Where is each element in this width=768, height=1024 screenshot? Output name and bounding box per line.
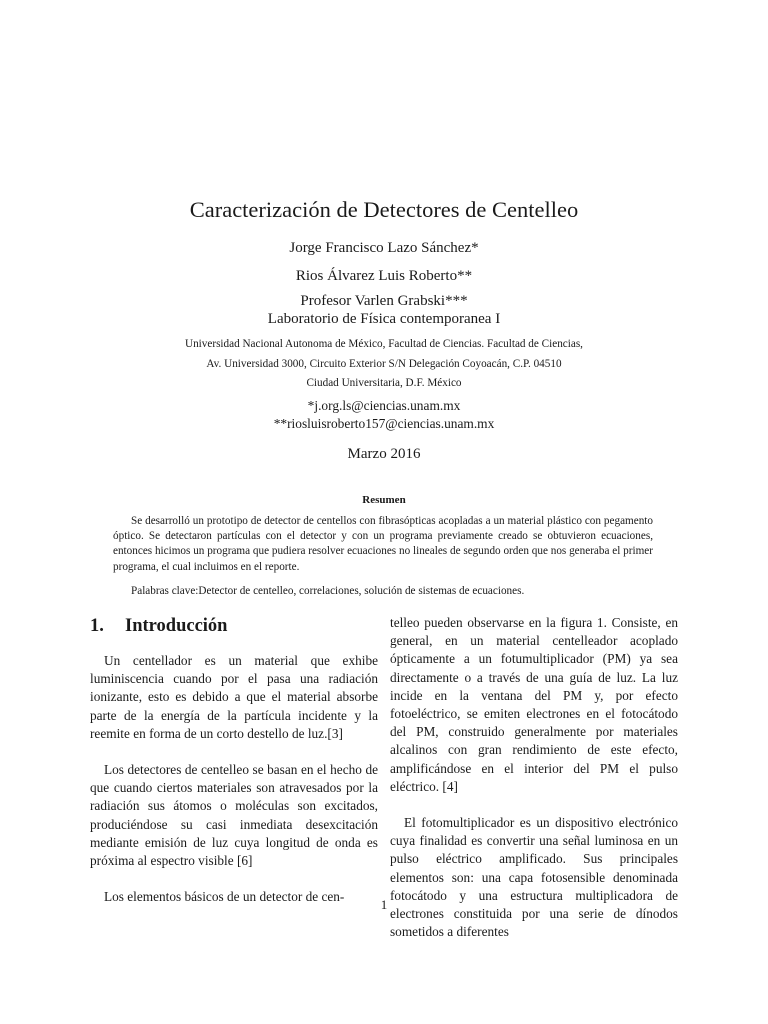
paragraph: telleo pueden observarse en la figura 1. Consiste, en general, en un material centelleador acoplado ópticamente a un fotumultiplicador (PM) ya sea directamente o a través de una guía de luz. La luz incide en la ventana del PM y, por efecto fotoeléctrico, se emiten electrones en el fotocátodo del PM, construido generalmente por materiales alcalinos con gran rendimiento de este efecto, amplificándose en el interior del PM el pulso eléctrico. [4]: [390, 615, 678, 794]
keywords: Palabras clave:Detector de centelleo, correlaciones, solución de sistemas de ecuaciones.: [131, 585, 525, 597]
affiliation-line: Av. Universidad 3000, Circuito Exterior S/N Delegación Coyoacán, C.P. 04510: [206, 357, 562, 370]
section-title: Introducción: [125, 616, 228, 636]
email-1: *j.org.ls@ciencias.unam.mx: [307, 398, 461, 413]
right-column: [390, 614, 678, 941]
page-number: 1: [380, 897, 388, 912]
paper-title: Caracterización de Detectores de Centelleo: [189, 197, 579, 222]
paragraph: Los elementos básicos de un detector de cen-: [104, 889, 345, 905]
abstract-heading: Resumen: [362, 494, 406, 506]
paragraph: El fotomultiplicador es un dispositivo electrónico cuya finalidad es convertir una señal luminosa en un pulso eléctrico amplificado. Sus principales elementos son: una capa fotosensible denominada fotocátodo y una estructura multiplicadora de electrones constituida por una serie de dínodos sometidos a diferentes: [390, 815, 678, 940]
paragraph: Los detectores de centelleo se basan en el hecho de que cuando ciertos materiales son atravesados por la radiación sus átomos o moléculas son excitados, produciéndose su casi inmediata desexcitación mediante emisión de luz cuya longitud de onda es próxima al espectro visible [6]: [90, 762, 378, 869]
affiliation: [0, 335, 768, 394]
author-3: Profesor Varlen Grabski***: [300, 293, 468, 309]
left-column: [90, 614, 378, 906]
affiliation-line: Universidad Nacional Autonoma de México, Facultad de Ciencias. Facultad de Ciencias,: [185, 338, 583, 350]
author-emails: [0, 397, 768, 433]
paper-date: Marzo 2016: [347, 446, 421, 462]
author-2: Rios Álvarez Luis Roberto**: [295, 268, 473, 284]
section-number: 1.: [90, 616, 104, 636]
affiliation-line: Ciudad Universitaria, D.F. México: [306, 377, 462, 389]
section-heading: [90, 614, 378, 638]
email-2: **riosluisroberto157@ciencias.unam.mx: [273, 416, 495, 431]
abstract-text: Se desarrolló un prototipo de detector de centellos con fibrasópticas acopladas a un material plástico con pegamento óptico. Se detectaron partículas con el detector y con un programa previamente creado se obtuvieron ecuaciones, entonces hicimos un programa que pudiera resolver ecuaciones no lineales de segundo orden que nos generaba el primer programa, el cual incluimos en el reporte.: [113, 515, 653, 573]
paragraph: Un centellador es un material que exhibe luminiscencia cuando por el pasa una radiación ionizante, esto es debido a que el material absorbe parte de la energía de la partícula incidente y la reemite en forma de un corto destello de luz.[3]: [90, 653, 378, 741]
author-1: Jorge Francisco Lazo Sánchez*: [289, 240, 479, 256]
lab-name: Laboratorio de Física contemporanea I: [267, 311, 501, 327]
